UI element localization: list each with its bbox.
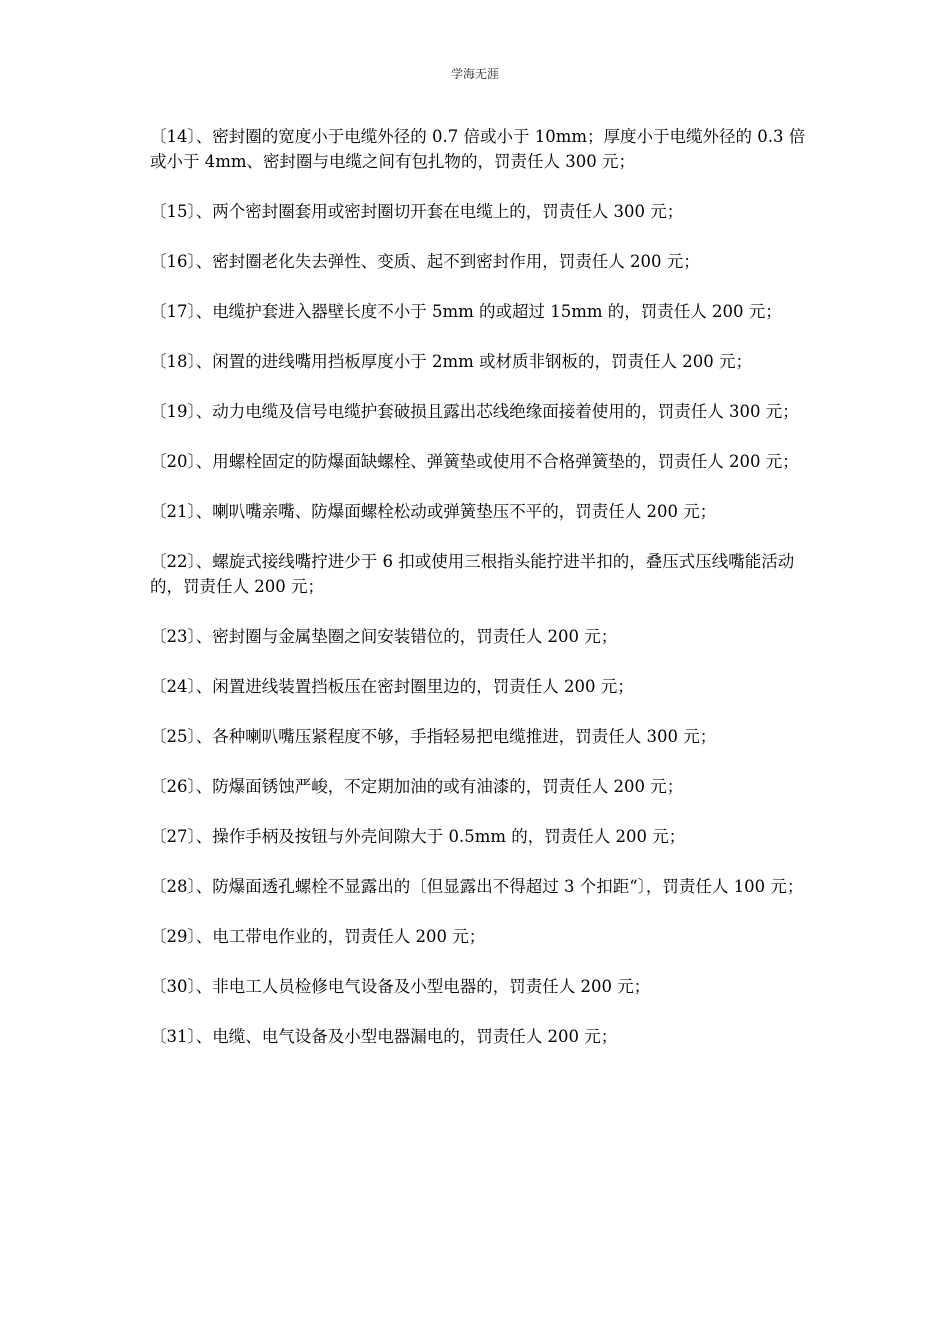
clause-16: 〔16〕、密封圈老化失去弹性、变质、起不到密封作用，罚责任人 200 元； [150,252,700,271]
clause-17: 〔17〕、电缆护套进入器壁长度不小于 5mm 的或超过 15mm 的，罚责任人 200 元； [150,302,782,321]
clause-31: 〔31〕、电缆、电气设备及小型电器漏电的，罚责任人 200 元； [150,1027,618,1046]
clause-28: 〔28〕、防爆面透孔螺栓不显露出的〔但显露出不得超过 3 个扣距“〕，罚责任人 100 元； [150,877,804,896]
clause-29: 〔29〕、电工带电作业的，罚责任人 200 元； [150,927,486,946]
clause-21: 〔21〕、喇叭嘴亲嘴、防爆面螺栓松动或弹簧垫压不平的，罚责任人 200 元； [150,502,717,521]
clause-14: 〔14〕、密封圈的宽度小于电缆外径的 0.7 倍或小于 10mm；厚度小于电缆外径的 0.3 倍或小于 4mm、密封圈与电缆之间有包扎物的，罚责任人 300 元； [150,127,806,171]
clause-30: 〔30〕、非电工人员检修电气设备及小型电器的，罚责任人 200 元； [150,977,651,996]
clause-19: 〔19〕、动力电缆及信号电缆护套破损且露出芯线绝缘面接着使用的，罚责任人 300 元； [150,402,799,421]
clause-22: 〔22〕、螺旋式接线嘴拧进少于 6 扣或使用三根指头能拧进半扣的，叠压式压线嘴能活动的，罚责任人 200 元； [150,552,795,596]
clause-23: 〔23〕、密封圈与金属垫圈之间安装错位的，罚责任人 200 元； [150,627,618,646]
page-header: 学海无涯 [450,67,499,81]
clause-25: 〔25〕、各种喇叭嘴压紧程度不够，手指轻易把电缆推进，罚责任人 300 元； [150,727,717,746]
clause-15: 〔15〕、两个密封圈套用或密封圈切开套在电缆上的，罚责任人 300 元； [150,202,684,221]
clause-27: 〔27〕、操作手柄及按钮与外壳间隙大于 0.5mm 的，罚责任人 200 元； [150,827,686,846]
clause-20: 〔20〕、用螺栓固定的防爆面缺螺栓、弹簧垫或使用不合格弹簧垫的，罚责任人 200 元； [150,452,799,471]
clause-18: 〔18〕、闲置的进线嘴用挡板厚度小于 2mm 或材质非钢板的，罚责任人 200 元； [150,352,753,371]
clause-24: 〔24〕、闲置进线装置挡板压在密封圈里边的，罚责任人 200 元； [150,677,634,696]
clause-26: 〔26〕、防爆面锈蚀严峻，不定期加油的或有油漆的，罚责任人 200 元； [150,777,684,796]
document-body [150,124,806,1074]
